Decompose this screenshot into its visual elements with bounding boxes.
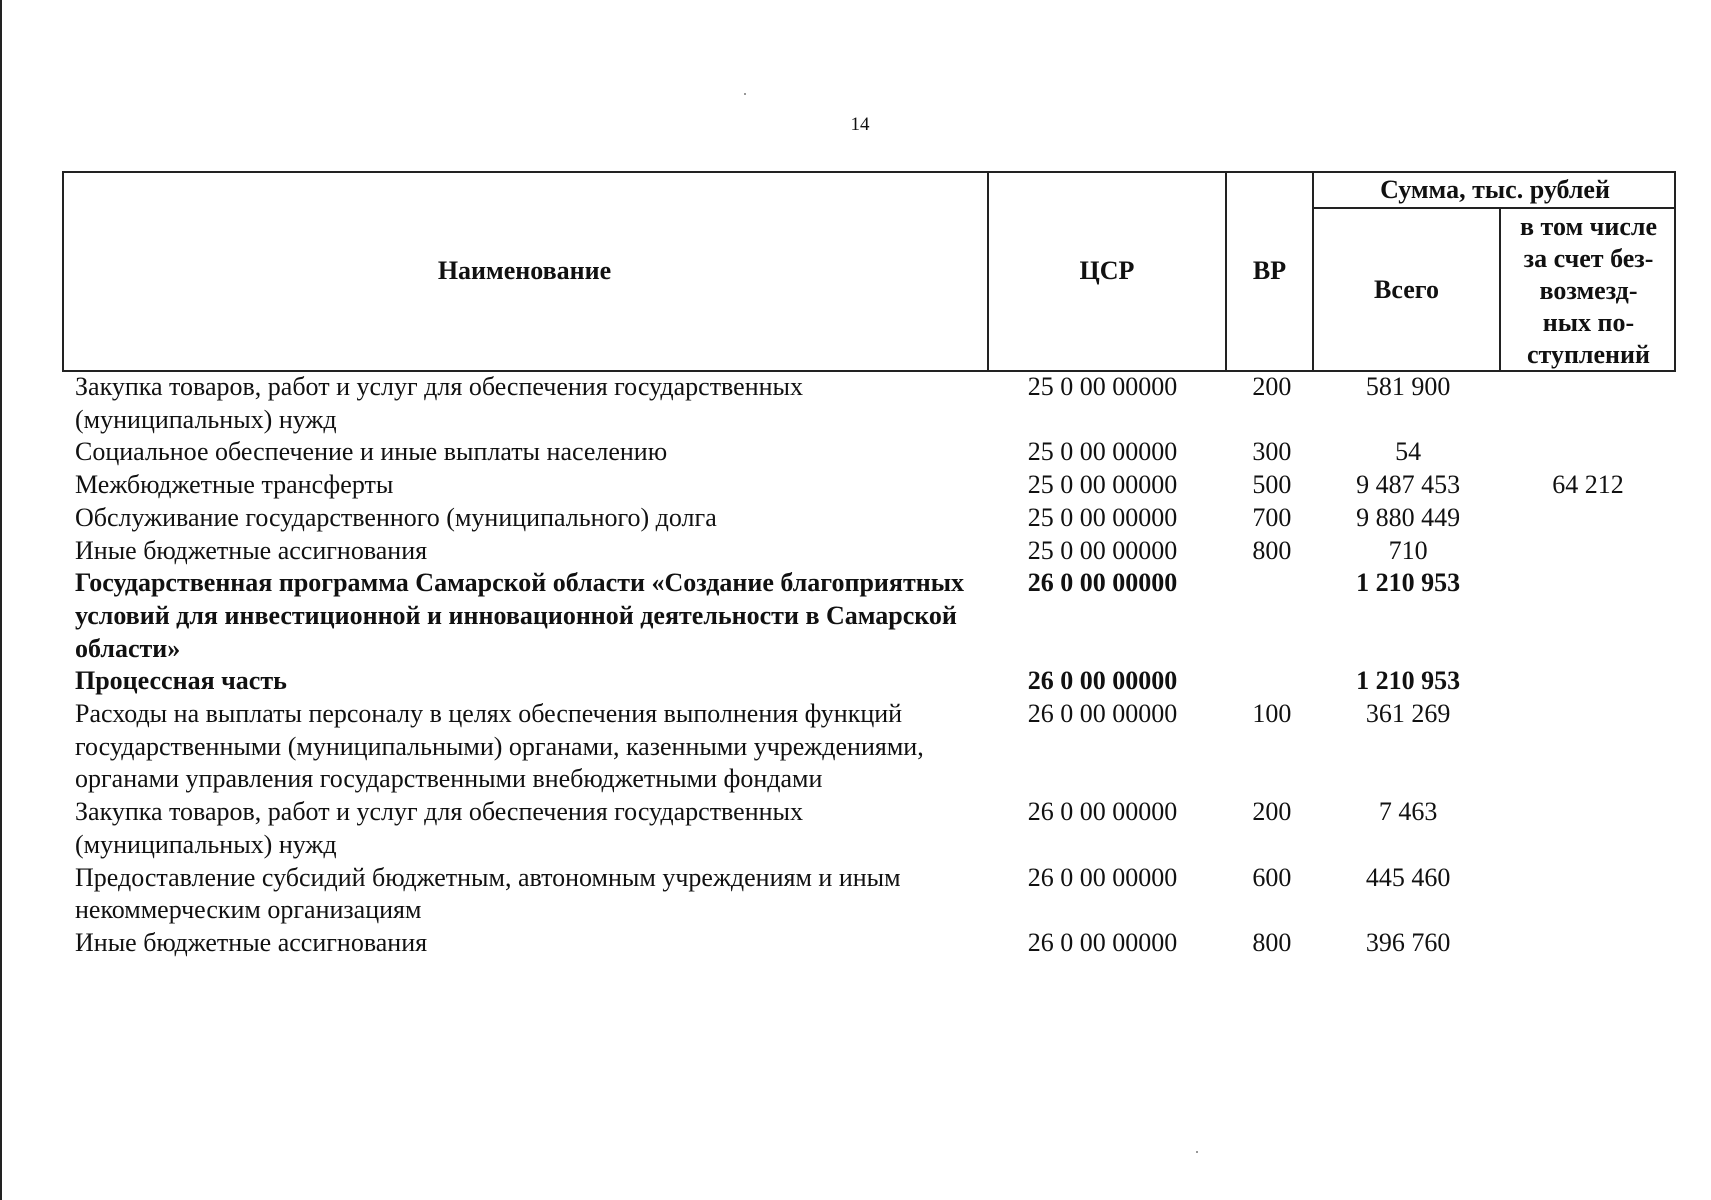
scan-left-edge [0,0,2,1200]
row-total: 9 487 453 [1356,470,1461,500]
table-row [75,698,1675,796]
row-csr: 26 0 00 00000 [1027,568,1178,598]
row-total: 445 460 [1365,862,1451,892]
row-vr: 200 [1252,797,1292,827]
row-name: Иные бюджетные ассигнования [75,535,428,565]
header-top-border [62,171,1676,173]
row-incl: 64 212 [1552,470,1624,500]
header-incl-line: ступлений [1526,340,1651,369]
header-incl-line: в том числе [1520,212,1657,241]
table-header [62,171,1676,371]
scan-speck [744,93,746,95]
row-csr: 25 0 00 00000 [1027,437,1178,467]
row-total: 581 900 [1365,372,1451,401]
row-name: Государственная программа Самарской области «Создание благоприятных условий для инвестиционной и инновационной деятельности в Самарской области» [75,568,965,663]
row-name: Закупка товаров, работ и услуг для обеспечения государственных (муниципальных) нужд [75,372,804,434]
table-row [75,371,1675,436]
table-body [75,371,1675,960]
header-sum-group: Сумма, тыс. рублей [1380,175,1610,204]
row-name: Процессная часть [75,666,287,696]
row-vr: 800 [1252,927,1292,957]
row-vr: 600 [1252,862,1292,892]
row-name: Межбюджетные трансферты [75,470,394,500]
table-row [75,436,1675,469]
row-total: 361 269 [1365,699,1451,729]
row-total: 1 210 953 [1356,666,1461,696]
row-vr: 300 [1252,437,1292,467]
table-row [75,502,1675,535]
row-total: 1 210 953 [1356,568,1461,598]
row-vr: 800 [1252,535,1292,565]
scan-speck [1196,1151,1198,1153]
table-row [75,567,1675,665]
header-name: Наименование [437,256,612,285]
row-total: 9 880 449 [1356,502,1461,532]
row-vr: 500 [1252,470,1292,500]
row-csr: 26 0 00 00000 [1027,666,1178,696]
row-csr: 25 0 00 00000 [1027,535,1178,565]
row-name: Закупка товаров, работ и услуг для обеспечения государственных (муниципальных) нужд [75,797,804,859]
row-vr: 100 [1252,699,1292,729]
table-row [75,665,1675,698]
header-total: Всего [1374,275,1439,304]
header-divider [1312,207,1676,209]
table-row [75,796,1675,861]
row-total: 710 [1388,535,1428,565]
table-row [75,862,1675,927]
header-incl-line: ных по- [1542,308,1635,337]
row-name: Обслуживание государственного (муниципального) долга [75,502,717,532]
header-csr: ЦСР [1079,256,1135,285]
row-csr: 25 0 00 00000 [1027,372,1178,401]
row-csr: 26 0 00 00000 [1027,699,1178,729]
row-name: Предоставление субсидий бюджетным, автономным учреждениям и иным некоммерческим организациям [75,862,901,925]
row-total: 7 463 [1378,797,1438,827]
row-vr: 700 [1252,502,1292,532]
row-name: Иные бюджетные ассигнования [75,927,428,957]
row-vr: 200 [1252,372,1292,401]
row-name: Расходы на выплаты персоналу в целях обеспечения выполнения функций государственными (муниципальными) органами, казенными учреждениями, органами управления государственными внебюджетными фондами [75,699,924,794]
header-incl [1501,211,1676,371]
page-number: 14 [850,114,870,135]
header-incl-line: возмезд- [1539,276,1638,305]
row-csr: 26 0 00 00000 [1027,862,1178,892]
row-csr: 25 0 00 00000 [1027,502,1178,532]
header-incl-line: за счет без- [1523,244,1654,273]
row-csr: 26 0 00 00000 [1027,797,1178,827]
table-row [75,535,1675,568]
row-csr: 26 0 00 00000 [1027,927,1178,957]
table-row [75,469,1675,502]
row-total: 396 760 [1365,927,1451,957]
row-csr: 25 0 00 00000 [1027,470,1178,500]
row-total: 54 [1395,437,1422,467]
row-name: Социальное обеспечение и иные выплаты населению [75,437,668,467]
table-row [75,927,1675,960]
header-vr: ВР [1252,256,1287,285]
